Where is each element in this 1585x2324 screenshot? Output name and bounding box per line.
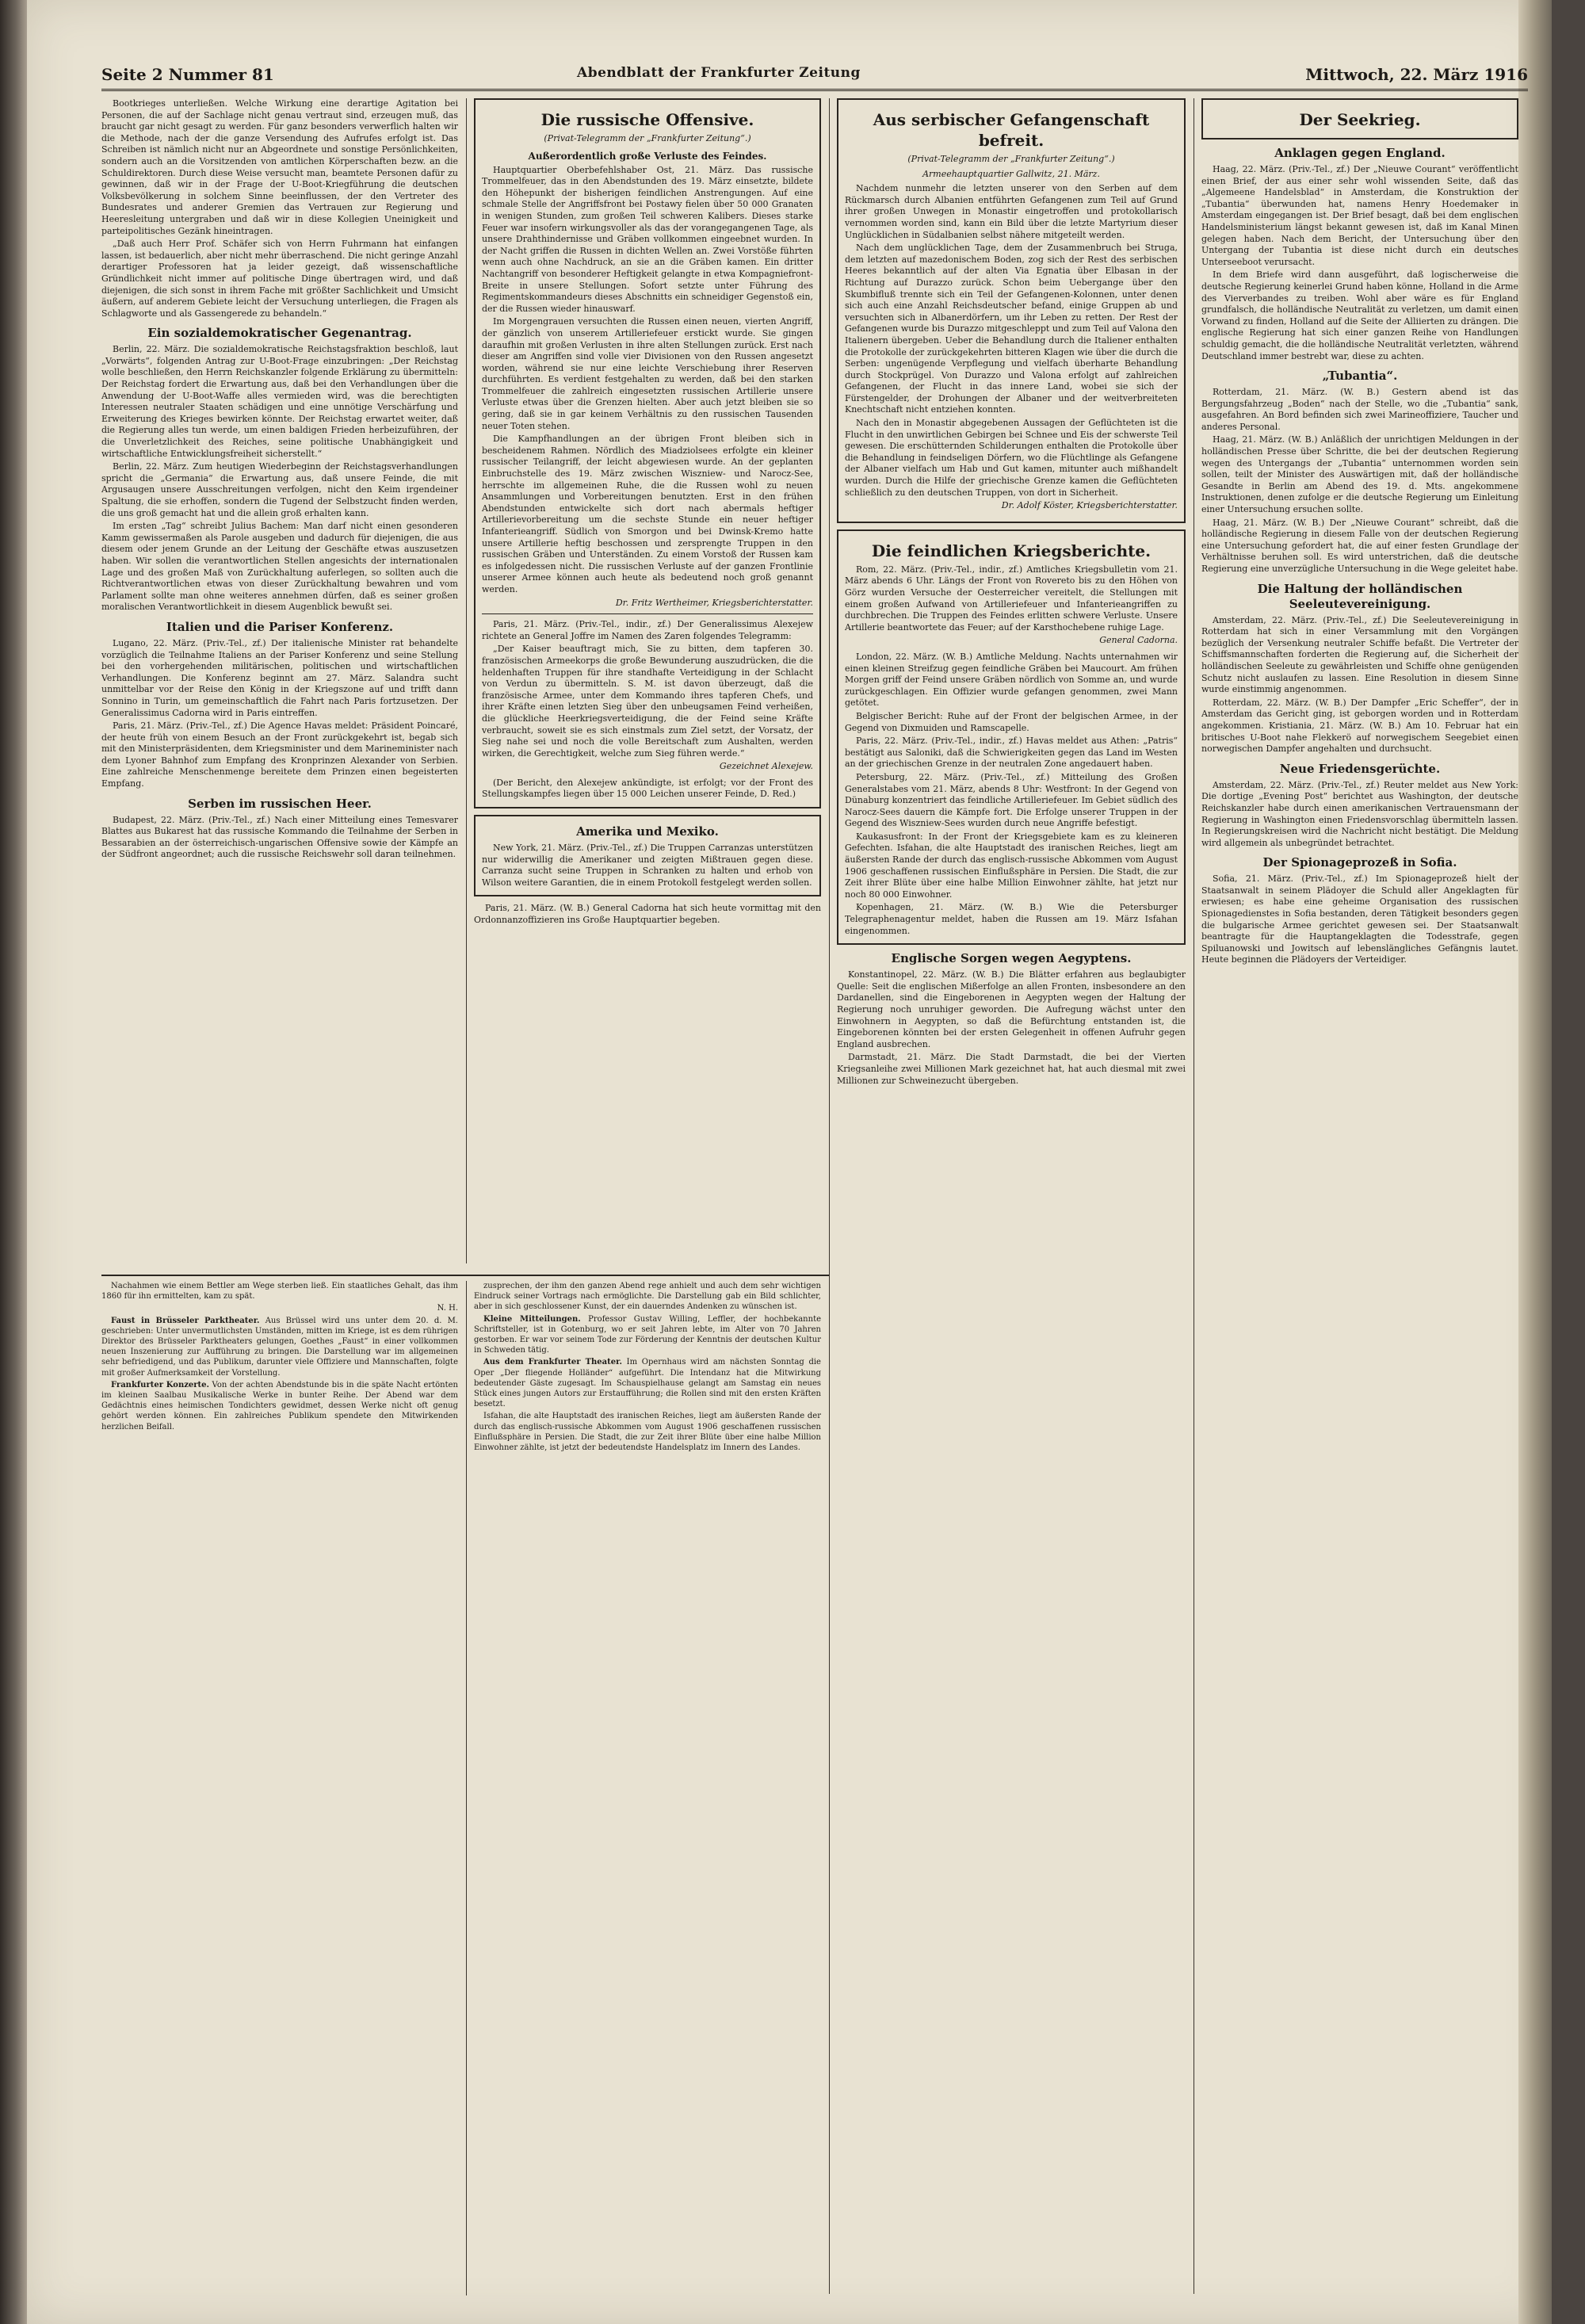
article-text: Im Opernhaus wird am nächsten Sonntag die Oper „Der fliegende Holländer“ aufgeführt. Die Intendanz hat die Mitwirkung bedeutender Gäste zugesagt. Im Schauspielhause gelangt am Samstag ein neues Stück eines jungen Autors zur Erstaufführung; die Rollen sind mit den ersten Kräften besetzt.: [474, 1358, 821, 1409]
article-text: (Der Bericht, den Alexejew ankündigte, ist erfolgt; vor der Front des Stellungskampfes liegen über 15 000 Leichen unserer Feinde, D. Red.): [482, 777, 813, 800]
section-title: Frankfurter Konzerte.: [111, 1380, 209, 1389]
headline: Die Haltung der holländischen Seeleutevereinigung.: [1257, 581, 1463, 611]
article-text: Professor Gustav Willing, Leffler, der hochbekannte Schriftsteller, ist in Gotenburg, wo er seit Jahren lebte, im Alter von 70 Jahren gestorben. Er war vor seinem Tode zur Förderung der Kenntnis der deutschen Kultur in Schweden tätig.: [474, 1314, 821, 1355]
article-text: Konstantinopel, 22. März. (W. B.) Die Blätter erfahren aus beglaubigter Quelle: Seit die englischen Mißerfolge an allen Fronten, insbesondere an den Dardanellen, sind die Eingeborenen in Aegypten wegen der Haltung der Regierung noch unruhiger geworden. Die Aufregung wächst unter den Einwohnern in Aegypten, so daß die Befürchtung entstanden ist, die Eingeborenen könnten bei der ersten Gelegenheit in offenen Aufruhr gegen England ausbrechen.: [837, 969, 1186, 1049]
article-text: Berlin, 22. März. Zum heutigen Wiederbeginn der Reichstagsverhandlungen spricht die „Germania“ die Erwartung aus, daß unsere Feinde, die mit Argusaugen unsere Ausschreitungen verfolgen, nicht den Keim irgendeiner Spaltung, die sie erhoffen, sondern die Tugend der Selbstzucht finden werden, die uns groß gemacht hat und die allein groß erhalten kann.: [101, 461, 458, 518]
article-text: In dem Briefe wird dann ausgeführt, daß logischerweise die deutsche Regierung keinerlei Grund haben könne, Holland in die Arme des Vierverbandes zu treiben. Wohl aber wäre es für England grundfalsch, die holländische Neutralität zu verletzen, um damit einen Vorwand zu finden, Holland auf die Seite der Alliierten zu drängen. Die englische Regierung hat sich einer ganzen Reihe von Handlungen schuldig gemacht, die die holländische Neutralität verletzten, während Deutschland immer bestrebt war, diese zu achten.: [1201, 269, 1518, 361]
article-text: „Daß auch Herr Prof. Schäfer sich von Herrn Fuhrmann hat einfangen lassen, ist bedauerlich, aber nicht mehr überraschend. Die nicht geringe Anzahl derartiger Professoren hat ja leider gezeigt, daß wissenschaftliche Gründlichkeit nicht immer auf politische Dinge übertragen wird, und daß diejenigen, die sich sonst in ihrem Fache mit größter Sachlichkeit und Umsicht äußern, auf anderem Gebiete leicht der Versuchung unterliegen, die Fragen als Schlagworte und als Gassengerede zu behandeln.“: [101, 239, 458, 319]
article-text: Paris, 21. März. (Priv.-Tel., zf.) Die Agence Havas meldet: Präsident Poincaré, der heute früh von einem Besuch an der Front zurückgekehrt ist, begab sich mit den Ministerpräsidenten, dem Kriegsminister und dem Marineminister nach dem Lyoner Bahnhof zum Empfang des Kronprinzen Alexander von Serbien. Eine zahlreiche Menschenmenge bereitete dem Prinzen einen begeisterten Empfang.: [101, 721, 458, 789]
article-text: Aus Brüssel wird uns unter dem 20. d. M. geschrieben: Unter unvermutlichsten Umständen, mitten im Kriege, ist es dem rührigen Direktor des Brüsseler Parktheaters gelungen, Goethes „Faust“ in einer vollkommen neuen Inszenierung zur Aufführung zu bringen. Die Darstellung war im allgemeinen sehr befriedigend, und das Publikum, darunter viele Offiziere und Mannschaften, folgte mit großer Aufmerksamkeit der Vorstellung.: [101, 1316, 458, 1378]
article-text: Rotterdam, 21. März. (W. B.) Gestern abend ist das Bergungsfahrzeug „Boden“ nach der Stelle, wo die „Tubantia“ sank, ausgefahren. An Bord befinden sich zwei Marineoffiziere, Taucher und anderes Personal.: [1201, 387, 1518, 432]
issue-date: Mittwoch, 22. März 1916: [1305, 65, 1528, 84]
subheadline: Außerordentlich große Verluste des Feindes.: [528, 150, 767, 162]
headline: „Tubantia“.: [1322, 369, 1398, 384]
article-text: Kopenhagen, 21. März. (W. B.) Wie die Petersburger Telegraphenagentur meldet, haben die Russen am 19. März Isfahan eingenommen.: [845, 902, 1178, 936]
headline: Ein sozialdemokratischer Gegenantrag.: [147, 326, 412, 341]
column-rule: [466, 98, 467, 1263]
article-text: Bootkrieges unterließen. Welche Wirkung eine derartige Agitation bei Personen, die auf der Sachlage nicht genau vertraut sind, erzeugen muß, das braucht gar nicht gesagt zu werden. Für ganz besonders verwerflich halten wir die Methode, nach der die ganze Versendung des Aufrufes erfolgt ist. Das Schreiben ist nämlich nicht nur an Abgeordnete und sonstige Persönlichkeiten, sondern auch an die Vorsitzenden von amtlichen Körperschaften bezw. an die Schuldirektoren. Durch diese Weise versucht man, beamtete Personen dafür zu gewinnen, daß wir in der Frage der U-Boot-Kriegführung die deutschen Volksbevölkerung in solchem Sinne beeinflussen, der den Vertreter des Bundesrates und anderer Gremien das Vertrauen zur Regierung und Heeresleitung untergraben und daß wir in diese Kollegien Uneinigkeit und parteipolitisches Gezänk hineintragen.: [101, 98, 458, 236]
feuilleton-left: [101, 1281, 458, 2295]
article-text: New York, 21. März. (Priv.-Tel., zf.) Die Truppen Carranzas unterstützen nur widerwillig die Amerikaner und zeigten Mißtrauen gegen diese. Carranza sucht seine Truppen in Schranken zu halten und erhob von Wilson weitere Garantien, die in einem Protokoll festgelegt werden sollen.: [482, 843, 813, 888]
article-text: zusprechen, der ihm den ganzen Abend rege anhielt und auch dem sehr wichtigen Eindruck seiner Vortrags nach ermöglichte. Die Darstellung gab ein Bild schlichter, aber in sich geschlossener Kunst, der ein dauerndes Andenken zu wünschen ist.: [474, 1282, 821, 1312]
page-number: Seite 2 Nummer 81: [101, 65, 274, 84]
article-text: Haag, 22. März. (Priv.-Tel., zf.) Der „Nieuwe Courant“ veröffentlicht einen Brief, der aus einer sehr wohl wissenden Seite, daß das „Algemeene Handelsblad“ in Amsterdam, die Konstruktion der „Tubantia“ überwunden hat, namens Henry Hoedemaker in Amsterdam eingegangen ist. Der Brief besagt, daß bei dem englischen Handelsministerium längst bekannt gewesen ist, daß im Kanal Minen gelegen haben. Nach dem Bericht, der Untersuchung über den Untergang der Tubantia ist diese nicht durch ein deutsches Unterseeboot verursacht.: [1201, 164, 1518, 267]
subheadline: (Privat-Telegramm der „Frankfurter Zeitung“.): [907, 154, 1115, 164]
article-text: Isfahan, die alte Hauptstadt des iranischen Reiches, liegt am äußersten Rande der durch das englisch-russische Abkommen vom August 1906 geschaffenen russischen Einflußsphäre in Persien. Die Stadt, die zur Zeit ihrer Blüte über eine halbe Million Einwohner zählte, ist jetzt der bedeutendste Handelsplatz im Innern des Landes.: [474, 1412, 821, 1453]
divider: [482, 613, 813, 614]
article-text: London, 22. März. (W. B.) Amtliche Meldung. Nachts unternahmen wir einen kleinen Streifzug gegen feindliche Gräben bei Maucourt. Am frühen Morgen griff der Feind unsere Gräben nördlich von Somme an, und wurde zurückgeschlagen. Ein Offizier wurde gefangen genommen, zwei Mann getötet.: [845, 651, 1178, 709]
headline: Italien und die Pariser Konferenz.: [166, 619, 394, 634]
article-text: Nachdem nunmehr die letzten unserer von den Serben auf dem Rückmarsch durch Albanien entführten Gefangenen zum Teil auf Grund ihrer großen Unwegen in Monastir eingetroffen und protokollarisch vernommen worden sind, kann ein Bild über die letzte Martyrium dieser Unglücklichen in Südalbanien selbst nähere mitgeteilt werden.: [845, 183, 1178, 240]
subheadline: (Privat-Telegramm der „Frankfurter Zeitung“.): [544, 133, 751, 143]
article-text: „Der Kaiser beauftragt mich, Sie zu bitten, dem tapferen 30. französischen Armeekorps die große Bewunderung auszudrücken, die die heldenhaften Truppen für ihre standhafte Verteidigung in der Schlacht von Verdun zu übermitteln. S. M. ist davon überzeugt, daß die französische Armee, unter dem Kommando ihres tapferen Chefs, und ihrer Kräfte einen letzten Sieg über den unbeugsamen Feind verheißen, die glückliche Heerkriegsverteidigung, die der Feind seine Kräfte verbraucht, soweit sie es sich einstmals zum Ziel setzt, der Vorsatz, der Sieg nahe sei und noch die volle Bereitschaft zum Aushalten, werden wirken, die Gerechtigkeit, welche zum Sieg führen werde.“: [482, 644, 813, 759]
headline: Die russische Offensive.: [540, 110, 754, 129]
article-box: [837, 529, 1186, 945]
headline: Die feindlichen Kriegsberichte.: [871, 541, 1152, 560]
subheadline: Anklagen gegen England.: [1274, 146, 1446, 160]
article-box: [1201, 98, 1518, 140]
article-text: Die Kampfhandlungen an der übrigen Front bleiben sich in bescheidenem Rahmen. Nördlich des Miadziolsees erfolgte ein kleiner russischer Teilangriff, der leicht abgewiesen wurde. An der geplanten Einbruchstelle des 19. März zwischen Wiszniew- und Narocz-See, herrschte im allgemeinen Ruhe, die die Russen wohl zu neuen Ansammlungen und Vorbereitungen benutzten. Erst in den frühen Abendstunden entwickelte sich dort nach abermals heftiger Artillerievorbereitung um die sechste Stunde ein neuer heftiger Infanterieangriff. Südlich von Smorgon und bei Dwinsk-Kremo hatte unsere Artillerie heftig beschossen und zersprengte Truppen in den russischen Gräben und Unterständen. Zu einem Vorstoß der Russen kam es infolgedessen nicht. Die russischen Verluste auf der ganzen Frontlinie unserer Armee können auch heute als bedeutend noch groß genannt werden.: [482, 434, 813, 594]
column-rule: [466, 1281, 467, 2295]
article-box: [474, 98, 821, 808]
article-text: Berlin, 22. März. Die sozialdemokratische Reichstagsfraktion beschloß, laut „Vorwärts“, folgenden Antrag zur U-Boot-Frage einzubringen: „Der Reichstag wolle beschließen, den Herrn Reichskanzler folgende Erklärung zu übermitteln: Der Reichstag fordert die Erwartung aus, daß bei den Verhandlungen über die Anwendung der U-Boot-Waffe alles vermieden wird, was die berechtigten Interessen neutraler Staaten schädigen und eine unnötige Verschärfung und Erweiterung des Krieges bewirken könnte. Der Reichstag erwartet weiter, daß die Regierung alles tun werde, um einen baldigen Frieden herbeizuführen, der die Unverletzlichkeit des Reiches, seine politische Unabhängigkeit und wirtschaftliche Entwicklungsfreiheit sicherstellt.“: [101, 344, 458, 459]
article-text: Nachahmen wie einem Bettler am Wege sterben ließ. Ein staatliches Gehalt, das ihm 1860 für ihn ermittelten, kam zu spät.: [101, 1282, 458, 1302]
headline: Englische Sorgen wegen Aegyptens.: [891, 951, 1132, 966]
book-binding: [0, 0, 27, 2324]
article-text: Haag, 21. März. (W. B.) Anläßlich der unrichtigen Meldungen in der holländischen Presse über Schritte, die bei der deutschen Regierung wegen des Untergangs der „Tubantia“ unternommen worden sein sollen, teilt der Minister des Auswärtigen mit, daß der holländische Gesandte in Berlin am Abend des 19. d. Mts. angekommene Instruktionen, denen zufolge er die deutsche Regierung um Einleitung einer Untersuchung ersuchen sollte.: [1201, 434, 1518, 515]
headline: Aus serbischer Gefangenschaft befreit.: [873, 110, 1150, 150]
article-text: Belgischer Bericht: Ruhe auf der Front der belgischen Armee, in der Gegend von Dixmuiden und Ramscapelle.: [845, 710, 1178, 733]
article-text: Budapest, 22. März. (Priv.-Tel., zf.) Nach einer Mitteilung eines Temesvarer Blattes aus Bukarest hat das russische Kommando die Teilnahme der Serben in Bessarabien an der österreichisch-ungarischen Offensive sowie der Kämpfe an der Südfront angeordnet; auch die russische Reichswehr soll daran teilnehmen.: [101, 814, 458, 860]
newspaper-title: Abendblatt der Frankfurter Zeitung: [577, 65, 861, 81]
article-text: Paris, 21. März. (Priv.-Tel., indir., zf.) Der Generalissimus Alexejew richtete an General Joffre im Namen des Zaren folgendes Telegramm:: [482, 619, 813, 641]
column-3: [837, 98, 1186, 2294]
article-text: Paris, 21. März. (W. B.) General Cadorna hat sich heute vormittag mit den Ordonnanzoffizieren ins Große Hauptquartier begeben.: [474, 903, 821, 926]
headline: Amerika und Mexiko.: [576, 824, 719, 839]
feuilleton-rule: [101, 1275, 829, 1276]
headline: Der Spionageprozeß in Sofia.: [1262, 855, 1457, 870]
article-text: Amsterdam, 22. März. (Priv.-Tel., zf.) Reuter meldet aus New York: Die dortige „Evening Post“ berichtet aus Washington, der deutsche Reichskanzler habe durch einen amerikanischen Vertrauensmann der Regierung in Washington einen Friedensvorschlag übermitteln lassen. In Regierungskreisen wird die Nachricht nicht bestätigt. Die Meldung wird allgemein als unbegründet betrachtet.: [1201, 779, 1518, 848]
article-box: [837, 98, 1186, 523]
article-text: Paris, 22. März. (Priv.-Tel., indir., zf.) Havas meldet aus Athen: „Patris“ bestätigt aus Saloniki, daß die Schwierigkeiten gegen das Land im Westen an der griechischen Grenze in der neutralen Zone angedauert haben.: [845, 736, 1178, 770]
article-text: Hauptquartier Oberbefehlshaber Ost, 21. März. Das russische Trommelfeuer, das in den Abendstunden des 19. März einsetzte, bildete den Höhepunkt der bisherigen feindlichen Anstrengungen. Auf eine schmale Stelle der Angriffsfront bei Postawy fielen über 50 000 Granaten in wenigen Stunden, zum großen Teil schweren Kalibers. Dieses starke Feuer war insofern wirkungsvoller als das der vorangegangenen Tage, als unsere Drahthindernisse und Gräben vollkommen eingeebnet wurden. In der Nacht griffen die Russen in dichten Wellen an. Zwei Vorstöße führten wenn auch ohne Nachdruck, an sie an die Gräben kamen. Ein dritter Nachtangriff von besonderer Heftigkeit gelangte in etwa Kompagniefront-Breite in unsere Stellungen. Sofort setzte unter Führung des Regimentskommandeurs dieses Abschnitts ein schneidiger Gegenstoß ein, der die Russen wieder hinauswarf.: [482, 164, 813, 314]
article-text: Nach den in Monastir abgegebenen Aussagen der Geflüchteten ist die Flucht in den unwirtlichen Gebirgen bei Schnee und Eis der schwerste Teil gewesen. Die erschütternden Schilderungen enthalten die Protokolle über die Behandlung in feindseligen Dörfern, wo die Flüchtlinge als Gefangene der Albaner vielfach um Hab und Gut kamen, mitunter auch mißhandelt wurden. Durch die Hilfe der griechische Grenze kamen die Geflüchteten schließlich zu den deutschen Truppen, von dort in Sicherheit.: [845, 418, 1178, 498]
article-text: Petersburg, 22. März. (Priv.-Tel., zf.) Mitteilung des Großen Generalstabes vom 21. März, abends 8 Uhr: Westfront: In der Gegend von Dünaburg konzentriert das feindliche Artilleriefeuer. Im Gebiet südlich des Narocz-Sees dauern die Kämpfe fort. Die Erfolge unserer Truppen in der Gegend des Wiszniew-Sees wurden durch neue Angriffe befestigt.: [845, 771, 1178, 829]
article-text: Rom, 22. März. (Priv.-Tel., indir., zf.) Amtliches Kriegsbulletin vom 21. März abends 6 Uhr. Längs der Front von Rovereto bis zu den Höhen von Görz wurden Versuche der Oesterreicher vereitelt, die Stellungen mit einem großen Aufwand von Artilleriefeuer und Infanterieangriffen zu durchbrechen. Die Truppen des Feindes erlitten schwere Verluste. Unsere Artillerie beantwortete das Feuer; auf der Karsthochebene ruhige Lage.: [845, 564, 1178, 633]
article-text: Im ersten „Tag“ schreibt Julius Bachem: Man darf nicht einen gesonderen Kamm gewissermaßen als Parole ausgeben und dadurch für diejenigen, die aus diesem oder jenem Grunde an der Leitung der Geschäfte etwas auszusetzen haben. Wir sollen die verantwortlichen Stellen angesichts der internationalen Lage und des großen Maß von Zurückhaltung auferlegen, so sollten auch die Richtverantwortlichen etwas von dieser Zurückhaltung bewahren und vom Parlament sollte man ohne weiteres annehmen dürfen, daß es seiner großen moralischen Verantwortlichkeit in diesem Augenblick bewußt sei.: [101, 521, 458, 613]
article-text: Von der achten Abendstunde bis in die späte Nacht ertönten im kleinen Saalbau Musikalische Werke in bunter Reihe. Der Abend war dem Gedächtnis eines heimischen Tondichters gewidmet, dessen Werke nicht oft genug gehört werden können. Ein zahlreiches Publikum spendete den Mitwirkenden herzlichen Beifall.: [101, 1380, 458, 1431]
byline: Gezeichnet Alexejew.: [719, 761, 813, 772]
dateline: Armeehauptquartier Gallwitz, 21. März.: [922, 168, 1100, 179]
byline: Dr. Fritz Wertheimer, Kriegsberichterstatter.: [615, 597, 813, 608]
column-2: [474, 98, 821, 1270]
feuilleton-middle: [474, 1281, 821, 2295]
column-4: [1201, 98, 1518, 2294]
byline: Dr. Adolf Köster, Kriegsberichterstatter.: [1001, 500, 1178, 511]
section-title: Faust in Brüsseler Parktheater.: [111, 1316, 260, 1325]
article-text: Haag, 21. März. (W. B.) Der „Nieuwe Courant“ schreibt, daß die holländische Regierung in diesem Falle von der deutschen Regierung eine Untersuchung gefordert hat, die auf einer festen Grundlage der Verhältnisse beruhen soll. Es wird unterstrichen, daß die deutsche Regierung eine unverzügliche Untersuchung in die Wege geleitet habe.: [1201, 517, 1518, 574]
article-text: Nach dem unglücklichen Tage, dem der Zusammenbruch bei Struga, dem letzten auf mazedonischem Boden, zog sich der Rest des serbischen Heeres bekanntlich auf der alten Via Egnatia über Elbasan in der Richtung auf Durazzo zurück. Schon beim Uebergange über den Skumbifluß trennte sich ein Teil der Gefangenen-Kolonnen, unter denen sich auch eine Anzahl Reichsdeutscher befand, einige Gruppen ab und versuchten sich in Albanerdörfern, um ihr Leben zu retten. Der Rest der Gefangenen wurde bis Durazzo mitgeschleppt und zum Teil auf Valona den Italienern übergeben. Ueber die Behandlung durch die Italiener enthalten die Protokolle der zurückgekehrten bitteren Klagen wie über die durch die Serben: ungenügende Verpflegung und vielfach überharte Behandlung durch Stockprügel. Von Durazzo und Valona erfolgt auf zahlreichen Gefangenen, der Flucht in das innere Land, wobei sie sich der Fürstengelder, der Drohungen der Albaner und der weitverbreiteten Knechtschaft nicht entziehen konnten.: [845, 243, 1178, 415]
column-rule: [829, 98, 830, 2294]
headline: Neue Friedensgerüchte.: [1279, 761, 1441, 776]
byline: N. H.: [437, 1304, 458, 1313]
article-text: Im Morgengrauen versuchten die Russen einen neuen, vierten Angriff, der gänzlich von unserem Artilleriefeuer erstickt wurde. Sie gingen daraufhin mit großen Verlusten in ihre alten Stellungen zurück. Erst nach dieser am Angriffen sind volle vier Divisionen von den Russen angesetzt worden, während sie nur eine leichte Verschiebung ihrer Reserven durchführten. Es verdient festgehalten zu werden, daß bei den starken Trommelfeuer die zahlreich eingesetzten russischen Artillerie unsere Verluste etwas über die Grenzen hielten. Aber auch jetzt bleiben sie so gering, daß sie in gar keinem Verhältnis zu den russischen Tausenden neuer Toten stehen.: [482, 316, 813, 431]
page-edge: [1518, 0, 1552, 2324]
byline: General Cadorna.: [1099, 635, 1178, 646]
column-1: [101, 98, 458, 1270]
article-box: [474, 815, 821, 896]
article-text: Amsterdam, 22. März. (Priv.-Tel., zf.) Die Seeleutevereinigung in Rotterdam hat sich in einer Versammlung mit den Vorgängen bezüglich der Versenkung neutraler Schiffe befaßt. Die Vertreter der Schiffsmannschaften forderten die Regierung auf, die Sicherheit der holländischen Seeleute zu gewährleisten und Schiffe ohne genügenden Schutz nicht auslaufen zu lassen. Eine Resolution in diesem Sinne wurde einstimmig angenommen.: [1201, 614, 1518, 695]
article-text: Rotterdam, 22. März. (W. B.) Der Dampfer „Eric Scheffer“, der in Amsterdam das Gericht ging, ist geborgen worden und in Rotterdam angekommen. Kristiania, 21. März. (W. B.) Am 10. Februar hat ein britisches U-Boot nahe Flekkerö auf norwegischem Seegebiet einen norwegischen Dampfer angehalten und durchsucht.: [1201, 697, 1518, 755]
headline: Der Seekrieg.: [1299, 110, 1421, 129]
article-text: Lugano, 22. März. (Priv.-Tel., zf.) Der italienische Minister rat behandelte vorzüglich die Teilnahme Italiens an der Pariser Konferenz und seine Stellung bei den vorhergehenden militärischen, politischen und wirtschaftlichen Verhandlungen. Die Konferenz beginnt am 27. März. Salandra sucht unmittelbar vor der Reise den König in der Kriegszone auf und trifft dann Sonnino in Turin, um gemeinschaftlich die Fahrt nach Paris fortzusetzen. Der Generalissimus Cadorna wird in Paris eintreffen.: [101, 637, 458, 718]
article-text: Sofia, 21. März. (Priv.-Tel., zf.) Im Spionageprozeß hielt der Staatsanwalt in seinem Plädoyer die Schuld aller Angeklagten für erwiesen; es habe eine geheime Organisation des russischen Spionagedienstes in Sofia bestanden, deren Tätigkeit besonders gegen die bulgarische Armee gerichtet gewesen sei. Der Staatsanwalt beantragte für die Hauptangeklagten die Todesstrafe, gegen Spiluanowski und Jowitsch auf lebenslängliches Gefängnis lautet. Heute beginnen die Plädoyers der Verteidiger.: [1201, 873, 1518, 965]
section-title: Kleine Mitteilungen.: [483, 1314, 581, 1324]
article-text: Darmstadt, 21. März. Die Stadt Darmstadt, die bei der Vierten Kriegsanleihe zwei Millionen Mark gezeichnet hat, hat auch diesmal mit zwei Millionen zur Schweinezucht übergeben.: [837, 1052, 1186, 1086]
page-header: [101, 62, 1528, 91]
article-text: Kaukasusfront: In der Front der Kriegsgebiete kam es zu kleineren Gefechten. Isfahan, die alte Hauptstadt des iranischen Reiches, liegt am äußersten Rande der durch das englisch-russische Abkommen vom August 1906 geschaffenen russischen Einflußsphäre in Persien. Die Stadt, die zur Zeit ihrer Blüte über eine halbe Million Einwohner zählte, hat jetzt nur noch 80 000 Einwohner.: [845, 831, 1178, 900]
headline: Serben im russischen Heer.: [188, 796, 372, 811]
section-title: Aus dem Frankfurter Theater.: [483, 1358, 622, 1367]
